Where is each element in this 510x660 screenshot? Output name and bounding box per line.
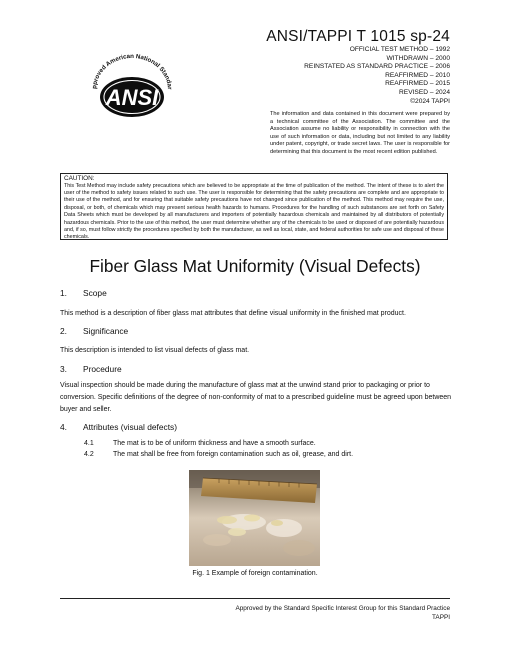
section-label: Significance xyxy=(83,326,129,336)
section-text-significance: This description is intended to list visual defects of glass mat. xyxy=(60,347,250,354)
standard-number: ANSI/TAPPI T 1015 sp-24 xyxy=(266,28,450,45)
footer xyxy=(180,604,450,622)
contamination-photo xyxy=(189,470,320,566)
history-line: REINSTATED AS STANDARD PRACTICE – 2006 xyxy=(304,63,450,71)
caution-text: This Test Method may include safety precautions which are believed to be appropriate at the time of publication of the method. The intent of these is to alert the user of the method to safety issues related to such use. The user is responsible for determining that the safety precautions are complete and are appropriate to their use of the method, and for ensuring that suitable safety precautions have not changed since publication of the method. This method may require the use, disposal, or both, of chemicals which may present serious health hazards to humans. Procedures for the handling of such substances are set forth on Safety Data Sheets which must be developed by all manufacturers and importers of potentially hazardous chemicals and maintained by all distributors of potentially hazardous chemicals. Prior to the use of this method, the user must determine whether any of the chemicals to be used or disposed of are potentially hazardous and, if so, must follow strictly the procedures specified by both the manufacturer, as well as local, state, and federal authorities for safe use and disposal of these chemicals. xyxy=(64,182,444,241)
section-heading-scope xyxy=(60,288,360,300)
logo-word: ANSI xyxy=(105,85,159,110)
section-heading-procedure xyxy=(60,364,360,376)
footer-divider xyxy=(60,598,450,599)
caution-label: CAUTION: xyxy=(64,175,95,182)
section-text-procedure: Visual inspection should be made during the manufacture of glass mat at the unwind stand prior to packaging or prior to conversion. Specific definitions of the degree of non-conformity of mat to a prescribed guideline must be agreed upon between buyer and seller. xyxy=(60,382,452,413)
standard-history xyxy=(262,46,450,106)
footer-approval: Approved by the Standard Specific Interest Group for this Standard Practice xyxy=(235,605,450,612)
ansi-logo xyxy=(82,50,182,122)
disclaimer: The information and data contained in this document were prepared by a technical committee of the Association. The committee and the Association assume no liability or responsibility in connection with the use of such information or data, including but not limited to any liability under patent, copyright, or trade secret laws. The user is responsible for determining that this document is the most recent edition published. xyxy=(270,111,450,155)
figure-caption: Fig. 1 Example of foreign contamination. xyxy=(192,570,318,577)
attribute-number: 4.2 xyxy=(84,451,94,458)
attribute-text: The mat shall be free from foreign contamination such as oil, grease, and dirt. xyxy=(113,451,354,458)
history-line: REAFFIRMED – 2010 xyxy=(385,71,450,79)
attribute-item xyxy=(84,451,444,461)
history-line: REVISED – 2024 xyxy=(399,88,450,96)
section-number: 3. xyxy=(60,364,67,374)
attribute-number: 4.1 xyxy=(84,440,94,447)
section-label: Attributes (visual defects) xyxy=(83,422,178,432)
history-line: WITHDRAWN – 2000 xyxy=(386,54,450,62)
section-heading-attributes xyxy=(60,422,360,434)
section-number: 1. xyxy=(60,288,67,298)
section-heading-significance xyxy=(60,326,360,338)
footer-org: TAPPI xyxy=(432,614,450,621)
section-label: Procedure xyxy=(83,364,122,374)
logo-arc-text: pproved American National Standar xyxy=(90,52,174,90)
section-text-scope: This method is a description of fiber glass mat attributes that define visual uniformity in the finished mat product. xyxy=(60,310,406,317)
document-title: Fiber Glass Mat Uniformity (Visual Defects) xyxy=(89,256,421,276)
history-line: REAFFIRMED – 2015 xyxy=(385,80,450,88)
history-line: OFFICIAL TEST METHOD – 1992 xyxy=(349,46,450,53)
section-number: 4. xyxy=(60,422,67,432)
history-line: ©2024 TAPPI xyxy=(410,97,450,105)
caution-box xyxy=(60,173,448,240)
section-label: Scope xyxy=(83,288,107,298)
attribute-text: The mat is to be of uniform thickness and have a smooth surface. xyxy=(113,440,316,447)
section-number: 2. xyxy=(60,326,67,336)
attribute-item xyxy=(84,440,444,450)
